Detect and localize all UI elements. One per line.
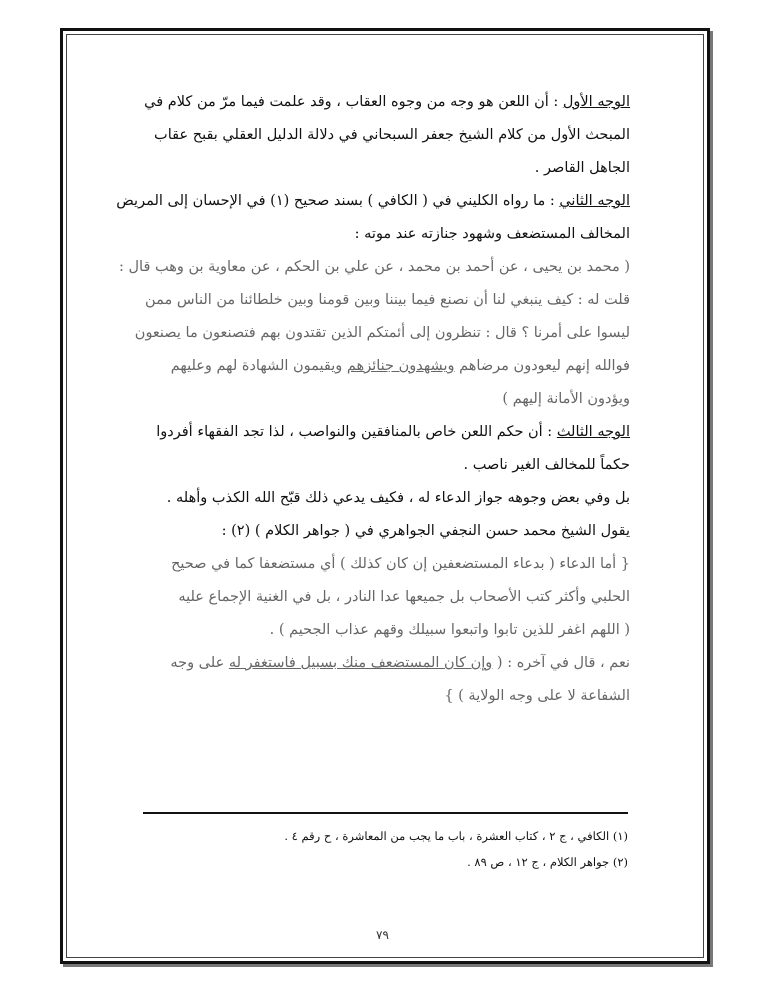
- text-line: [132, 515, 630, 548]
- line-text: : أن حكم اللعن خاص بالمنافقين والنواصب ، لذا تجد الفقهاء أفردوا: [156, 424, 557, 440]
- text-line: [132, 383, 630, 416]
- page-number: ٧٩: [376, 928, 389, 942]
- section-heading: الوجه الأول: [562, 94, 630, 110]
- line-text: يقول الشيخ محمد حسن النجفي الجواهري في ( جواهر الكلام ) (٢) :: [221, 523, 630, 539]
- text-line: [132, 416, 630, 449]
- line-text: نعم ، قال في آخره : (: [492, 655, 630, 671]
- text-line: [132, 614, 630, 647]
- line-text: الحلبي وأكثر كتب الأصحاب بل جميعها عدا النادر ، بل في الغنية الإجماع عليه: [178, 589, 630, 605]
- section-heading: الوجه الثاني: [559, 193, 630, 209]
- text-line: [132, 350, 630, 383]
- text-line: [132, 86, 630, 119]
- text-line: [132, 317, 630, 350]
- line-text: ( اللهم اغفر للذين تابوا واتبعوا سبيلك وقهم عذاب الجحيم ) .: [269, 622, 630, 638]
- line-text: قلت له : كيف ينبغي لنا أن نصنع فيما بيننا وبين قومنا وبين خلطائنا من الناس ممن: [145, 292, 630, 308]
- text-line: [132, 647, 630, 680]
- line-text: فوالله إنهم ليعودون مرضاهم: [454, 358, 630, 374]
- line-text: حكماً للمخالف الغير ناصب .: [463, 457, 630, 473]
- text-line: [132, 680, 630, 713]
- line-text: : ما رواه الكليني في ( الكافي ) بسند صحيح (١) في الإحسان إلى المريض: [116, 193, 560, 209]
- underlined-phrase: ويشهدون جنائزهم: [346, 358, 455, 374]
- text-line: [132, 119, 630, 152]
- line-text: ( محمد بن يحيى ، عن أحمد بن محمد ، عن علي بن الحكم ، عن معاوية بن وهب قال :: [119, 259, 630, 275]
- section-heading: الوجه الثالث: [556, 424, 630, 440]
- text-line: [132, 449, 630, 482]
- line-text: بل وفي بعض وجوهه جواز الدعاء له ، فكيف يدعي ذلك قبّح الله الكذب وأهله .: [166, 490, 630, 506]
- text-line: [132, 218, 630, 251]
- main-text: [116, 86, 630, 713]
- line-text: الشفاعة لا على وجه الولاية ) }: [444, 688, 630, 704]
- line-text: الجاهل القاصر .: [534, 160, 630, 176]
- footnote: (١) الكافي ، ج ٢ ، كتاب العشرة ، باب ما يجب من المعاشرة ، ح رقم ٤ .: [284, 829, 628, 843]
- text-line: [132, 548, 630, 581]
- line-text: : أن اللعن هو وجه من وجوه العقاب ، وقد علمت فيما مرّ من كلام في: [144, 94, 563, 110]
- line-text: ويقيمون الشهادة لهم وعليهم: [170, 358, 347, 374]
- footnote-separator: [143, 812, 628, 814]
- text-line: [132, 581, 630, 614]
- line-text: { أما الدعاء ( بدعاء المستضعفين إن كان كذلك ) أي مستضعفا كما في صحيح: [171, 556, 630, 572]
- footnotes: [143, 823, 628, 875]
- text-line: [116, 185, 630, 218]
- line-text: على وجه: [170, 655, 229, 671]
- text-line: [132, 284, 630, 317]
- line-text: المبحث الأول من كلام الشيخ جعفر السبحاني في دلالة الدليل العقلي بقبح عقاب: [154, 127, 630, 143]
- text-line: [132, 152, 630, 185]
- line-text: ليسوا على أمرنا ؟ قال : تنظرون إلى أئمتكم الذين تقتدون بهم فتصنعون ما يصنعون: [134, 325, 630, 341]
- line-text: ويؤدون الأمانة إليهم ): [502, 391, 630, 407]
- text-line: [132, 482, 630, 515]
- underlined-phrase: وإن كان المستضعف منك بسبيل فاستغفر له: [228, 655, 493, 671]
- text-line: [119, 251, 630, 284]
- line-text: المخالف المستضعف وشهود جنازته عند موته :: [354, 226, 630, 242]
- footnote: (٢) جواهر الكلام ، ج ١٢ ، ص ٨٩ .: [467, 855, 628, 869]
